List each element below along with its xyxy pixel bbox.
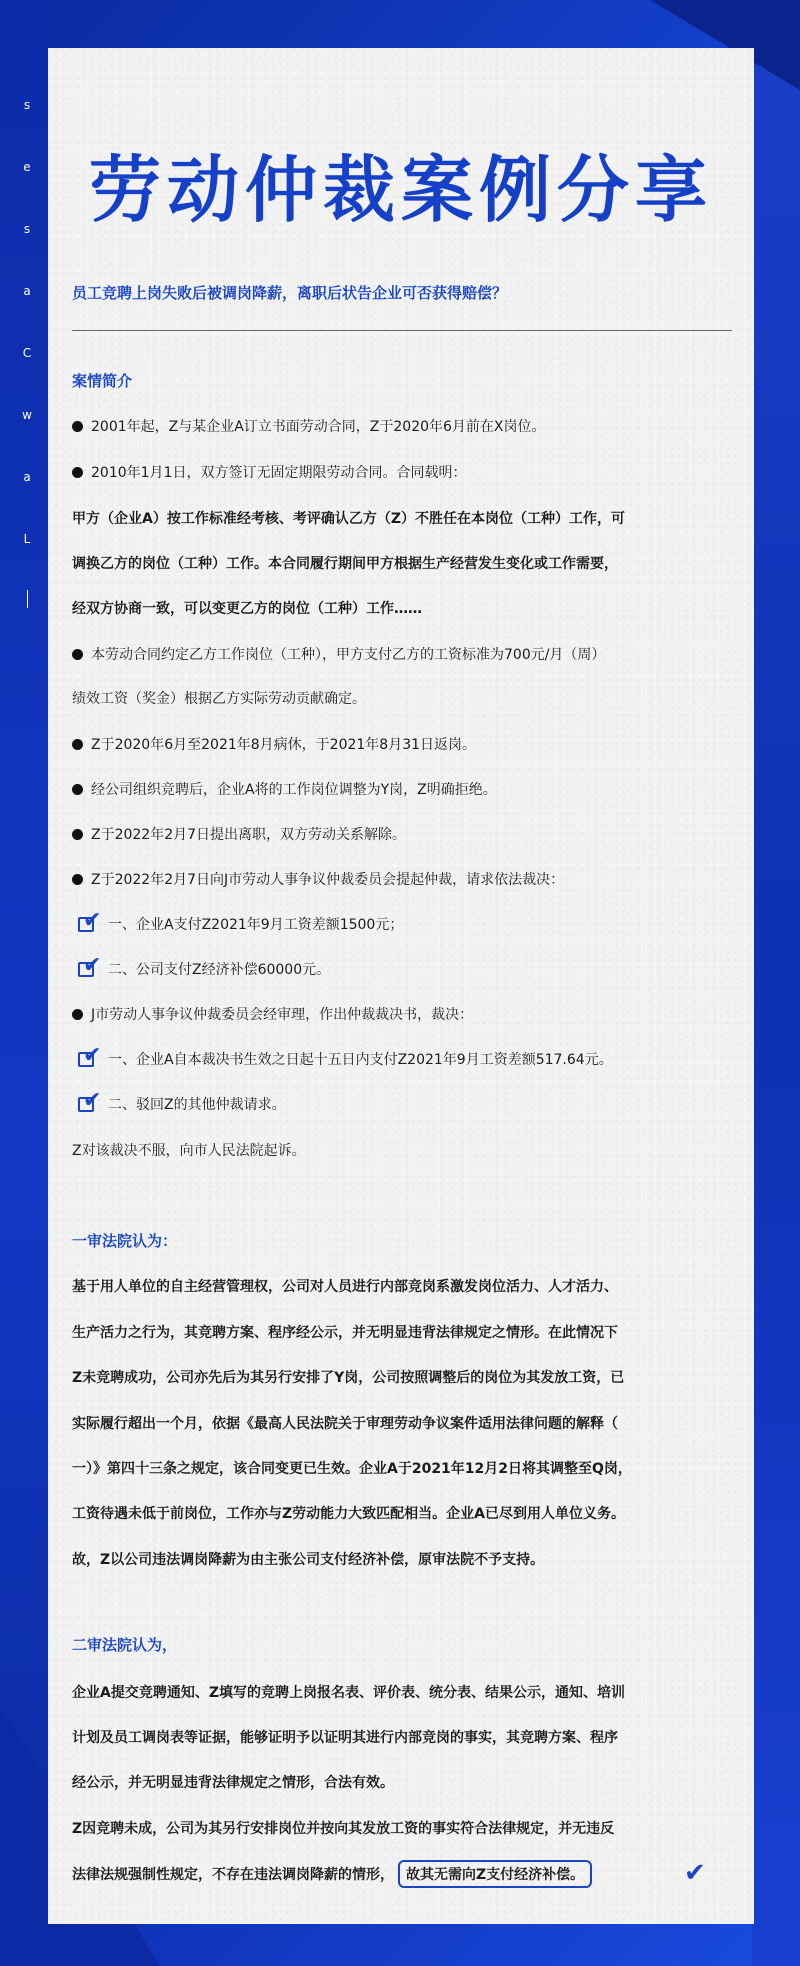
section-heading-case-intro: 案情简介 bbox=[72, 372, 133, 390]
bullet-dot-icon bbox=[72, 649, 83, 660]
side-vertical-text bbox=[20, 98, 34, 608]
checkmark-icon: ✔ bbox=[83, 953, 102, 978]
side-letter: C bbox=[22, 346, 32, 360]
paragraph-line: Z未竞聘成功，公司亦先后为其另行安排了Y岗，公司按照调整后的岗位为其发放工资，已 bbox=[72, 1370, 625, 1386]
check-box-icon bbox=[78, 953, 104, 979]
list-item: Z于2022年2月7日向J市劳动人事争议仲裁委员会提起仲裁，请求依法裁决： bbox=[72, 869, 740, 889]
checkmark-icon: ✔ bbox=[83, 1043, 102, 1068]
paragraph-line: 生产活力之行为，其竞聘方案、程序经公示，并无明显违背法律规定之情形。在此情况下 bbox=[72, 1325, 618, 1341]
paragraph-line-final: 法律法规强制性规定，不存在违法调岗降薪的情形， 故其无需向Z支付经济补偿。 bbox=[72, 1860, 740, 1888]
contract-line: 经双方协商一致，可以变更乙方的岗位（工种）工作…… bbox=[72, 601, 422, 617]
bullet-dot-icon bbox=[72, 784, 83, 795]
check-box-icon bbox=[78, 908, 104, 934]
paragraph-line: 实际履行超出一个月，依据《最高人民法院关于审理劳动争议案件适用法律问题的解释（ bbox=[72, 1416, 618, 1432]
section-heading-first-instance: 一审法院认为： bbox=[72, 1232, 178, 1250]
side-letter: a bbox=[23, 470, 31, 484]
list-item-continuation: 绩效工资（奖金）根据乙方实际劳动贡献确定。 bbox=[72, 691, 366, 707]
bullet-dot-icon bbox=[72, 1009, 83, 1020]
contract-line: 甲方（企业A）按工作标准经考核、考评确认乙方（Z）不胜任在本岗位（工种）工作，可 bbox=[72, 511, 625, 527]
ruling-item: 二、驳回Z的其他仲裁请求。 bbox=[108, 1097, 286, 1113]
side-letter: w bbox=[22, 408, 32, 422]
claim-item: 一、企业A支付Z2021年9月工资差额1500元； bbox=[108, 917, 404, 933]
list-item: J市劳动人事争议仲裁委员会经审理，作出仲裁裁决书，裁决： bbox=[72, 1004, 740, 1024]
paragraph-line: 基于用人单位的自主经营管理权，公司对人员进行内部竞岗系激发岗位活力、人才活力、 bbox=[72, 1279, 618, 1295]
check-box-icon bbox=[78, 1088, 104, 1114]
divider bbox=[72, 330, 732, 331]
checkmark-icon: ✔ bbox=[83, 908, 102, 933]
paragraph-line: 一）》第四十三条之规定，该合同变更已生效。企业A于2021年12月2日将其调整至Q岗， bbox=[72, 1461, 632, 1477]
bullet-dot-icon bbox=[72, 829, 83, 840]
ruling-item: 一、企业A自本裁决书生效之日起十五日内支付Z2021年9月工资差额517.64元。 bbox=[108, 1052, 613, 1068]
check-box-icon bbox=[78, 1043, 104, 1069]
paragraph-line: 故，Z以公司违法调岗降薪为由主张公司支付经济补偿，原审法院不予支持。 bbox=[72, 1552, 545, 1568]
closing-text: Z对该裁决不服，向市人民法院起诉。 bbox=[72, 1143, 306, 1159]
checkmark-icon: ✔ bbox=[83, 1088, 102, 1113]
list-item: Z于2020年6月至2021年8月病休，于2021年8月31日返岗。 bbox=[72, 734, 740, 754]
paragraph-line: 企业A提交竞聘通知、Z填写的竞聘上岗报名表、评价表、统分表、结果公示，通知、培训 bbox=[72, 1685, 625, 1701]
bullet-dot-icon bbox=[72, 739, 83, 750]
side-letter: a bbox=[23, 284, 31, 298]
list-item: 本劳动合同约定乙方工作岗位（工种），甲方支付乙方的工资标准为700元/月（周） bbox=[72, 644, 740, 664]
bullet-dot-icon bbox=[72, 467, 83, 478]
paragraph-line: 经公示，并无明显违背法律规定之情形，合法有效。 bbox=[72, 1775, 394, 1791]
paragraph-line: 工资待遇未低于前岗位，工作亦与Z劳动能力大致匹配相当。企业A已尽到用人单位义务。 bbox=[72, 1506, 625, 1522]
list-item: 经公司组织竞聘后，企业A将的工作岗位调整为Y岗，Z明确拒绝。 bbox=[72, 779, 740, 799]
bullet-dot-icon bbox=[72, 421, 83, 432]
list-item: Z于2022年2月7日提出离职，双方劳动关系解除。 bbox=[72, 824, 740, 844]
side-letter: L bbox=[23, 532, 31, 546]
frame-right-stripe bbox=[752, 0, 800, 1966]
page-subtitle: 员工竞聘上岗失败后被调岗降薪，离职后状告企业可否获得赔偿？ bbox=[72, 284, 508, 302]
contract-line: 调换乙方的岗位（工种）工作。本合同履行期间甲方根据生产经营发生变化或工作需要， bbox=[72, 556, 618, 572]
side-divider bbox=[27, 590, 28, 608]
bullet-dot-icon bbox=[72, 874, 83, 885]
highlight-conclusion: 故其无需向Z支付经济补偿。 bbox=[398, 1860, 592, 1888]
claim-item: 二、公司支付Z经济补偿60000元。 bbox=[108, 962, 331, 978]
side-letter: s bbox=[23, 98, 31, 112]
paragraph-line: Z因竞聘未成，公司为其另行安排岗位并按向其发放工资的事实符合法律规定，并无违反 bbox=[72, 1821, 615, 1837]
paragraph-line: 计划及员工调岗表等证据，能够证明予以证明其进行内部竞岗的事实，其竞聘方案、程序 bbox=[72, 1730, 618, 1746]
list-item: 2001年起，Z与某企业A订立书面劳动合同，Z于2020年6月前在X岗位。 bbox=[72, 416, 740, 436]
side-letter: s bbox=[23, 222, 31, 236]
section-heading-second-instance: 二审法院认为， bbox=[72, 1636, 178, 1654]
checkmark-icon: ✔ bbox=[684, 1858, 706, 1888]
side-letter: e bbox=[23, 160, 31, 174]
page-title: 劳动仲裁案例分享 bbox=[88, 148, 713, 232]
list-item: 2010年1月1日，双方签订无固定期限劳动合同。合同载明： bbox=[72, 462, 740, 482]
